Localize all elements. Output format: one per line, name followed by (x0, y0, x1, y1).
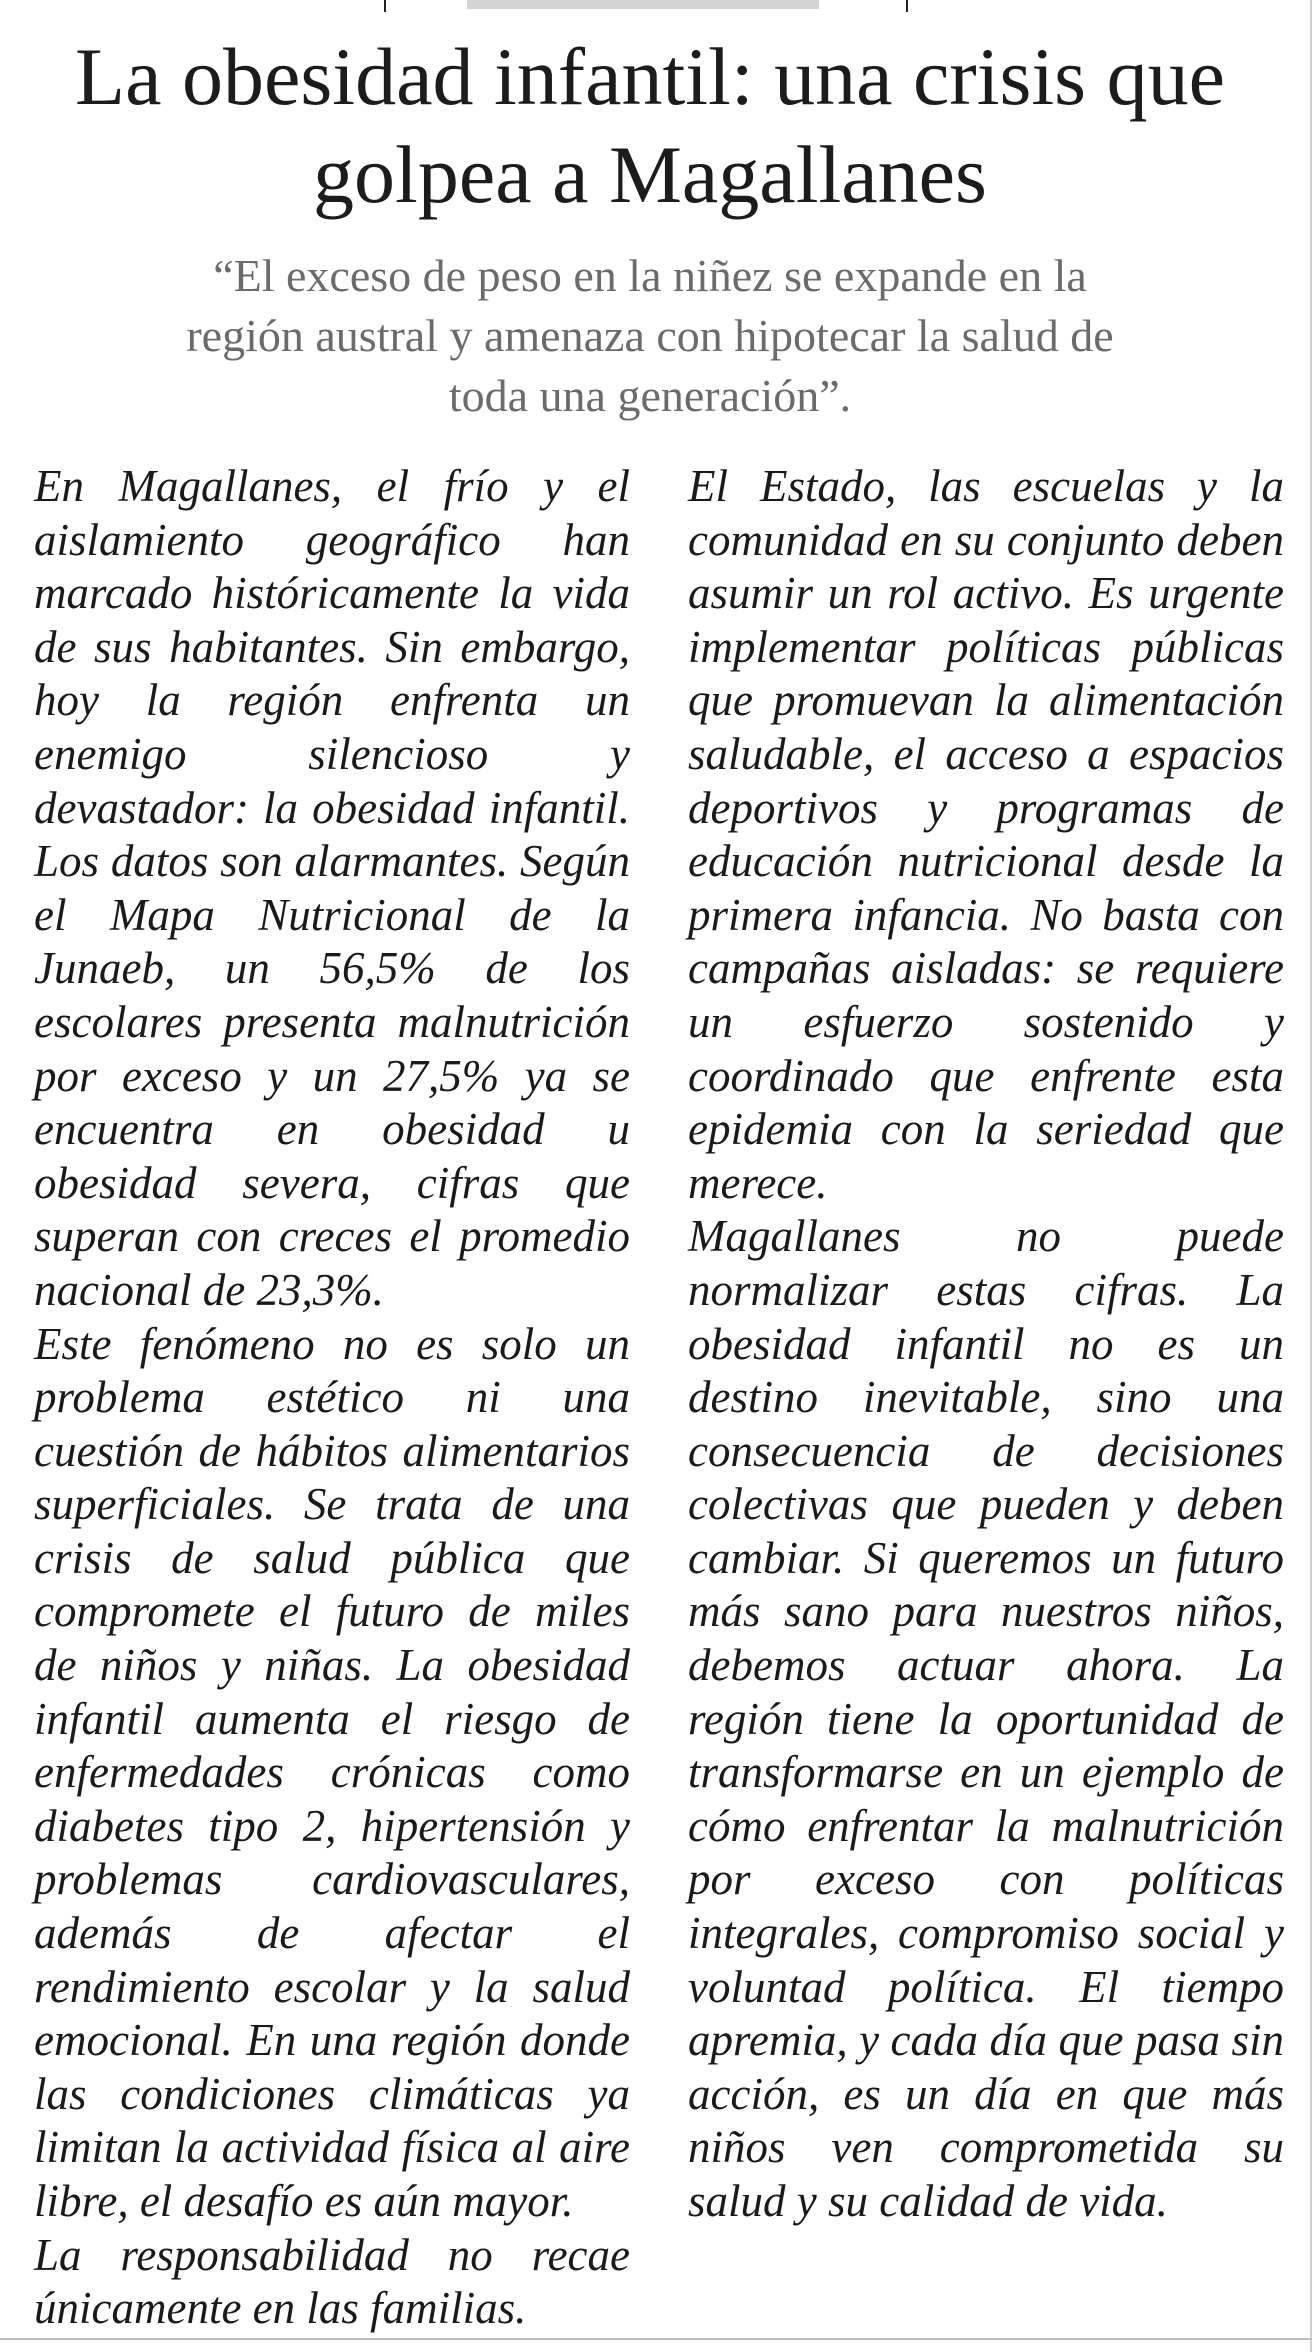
header-band (467, 0, 819, 9)
article-subheadline: “El exceso de peso en la niñez se expande en la región austral y amenaza con hipotecar la salud de toda una generación”. (186, 250, 1114, 421)
top-rule-left (384, 0, 386, 12)
article-column-right (688, 460, 1284, 2229)
paragraph-2: Este fenómeno no es solo un problema estético ni una cuestión de hábitos alimentarios superficiales. Se trata de una crisis de salud pública que compromete el futuro de miles de niños y niñas. La obesidad infantil aumenta el riesgo de enfermedades crónicas como diabetes tipo 2, hipertensión y problemas cardiovasculares, además de afectar el rendimiento escolar y la salud emocional. En una región donde las condiciones climáticas ya limitan la actividad física al aire libre, el desafío es aún mayor. (34, 1318, 630, 2226)
article-headline: La obesidad infantil: una crisis que golpea a Magallanes (75, 31, 1225, 220)
bottom-rule (0, 2338, 1312, 2340)
top-rule-right (906, 0, 908, 12)
article-column-left (34, 460, 630, 2336)
paragraph-3: La responsabilidad no recae únicamente en las familias. (34, 2229, 630, 2334)
paragraph-5: Magallanes no puede normalizar estas cifras. La obesidad infantil no es un destino inevitable, sino una consecuencia de decisiones colectivas que pueden y deben cambiar. Si queremos un futuro más sano para nuestros niños, debemos actuar ahora. La región tiene la oportunidad de transformarse en un ejemplo de cómo enfrentar la malnutrición por exceso con políticas integrales, compromiso social y voluntad política. El tiempo apremia, y cada día que pasa sin acción, es un día en que más niños ven comprometida su salud y su calidad de vida. (688, 1211, 1284, 2226)
paragraph-4: El Estado, las escuelas y la comunidad en su conjunto deben asumir un rol activo. Es urgente implementar políticas públicas que promuevan la alimentación saludable, el acceso a espacios deportivos y programas de educación nutricional desde la primera infancia. No basta con campañas aisladas: se requiere un esfuerzo sostenido y coordinado que enfrente esta epidemia con la seriedad que merece. (688, 461, 1284, 1208)
paragraph-1: En Magallanes, el frío y el aislamiento geográfico han marcado históricamente la vida de sus habitantes. Sin embargo, hoy la región enfrenta un enemigo silencioso y devastador: la obesidad infantil. Los datos son alarmantes. Según el Mapa Nutricional de la Junaeb, un 56,5% de los escolares presenta malnutrición por exceso y un 27,5% ya se encuentra en obesidad u obesidad severa, cifras que superan con creces el promedio nacional de 23,3%. (34, 461, 630, 1315)
